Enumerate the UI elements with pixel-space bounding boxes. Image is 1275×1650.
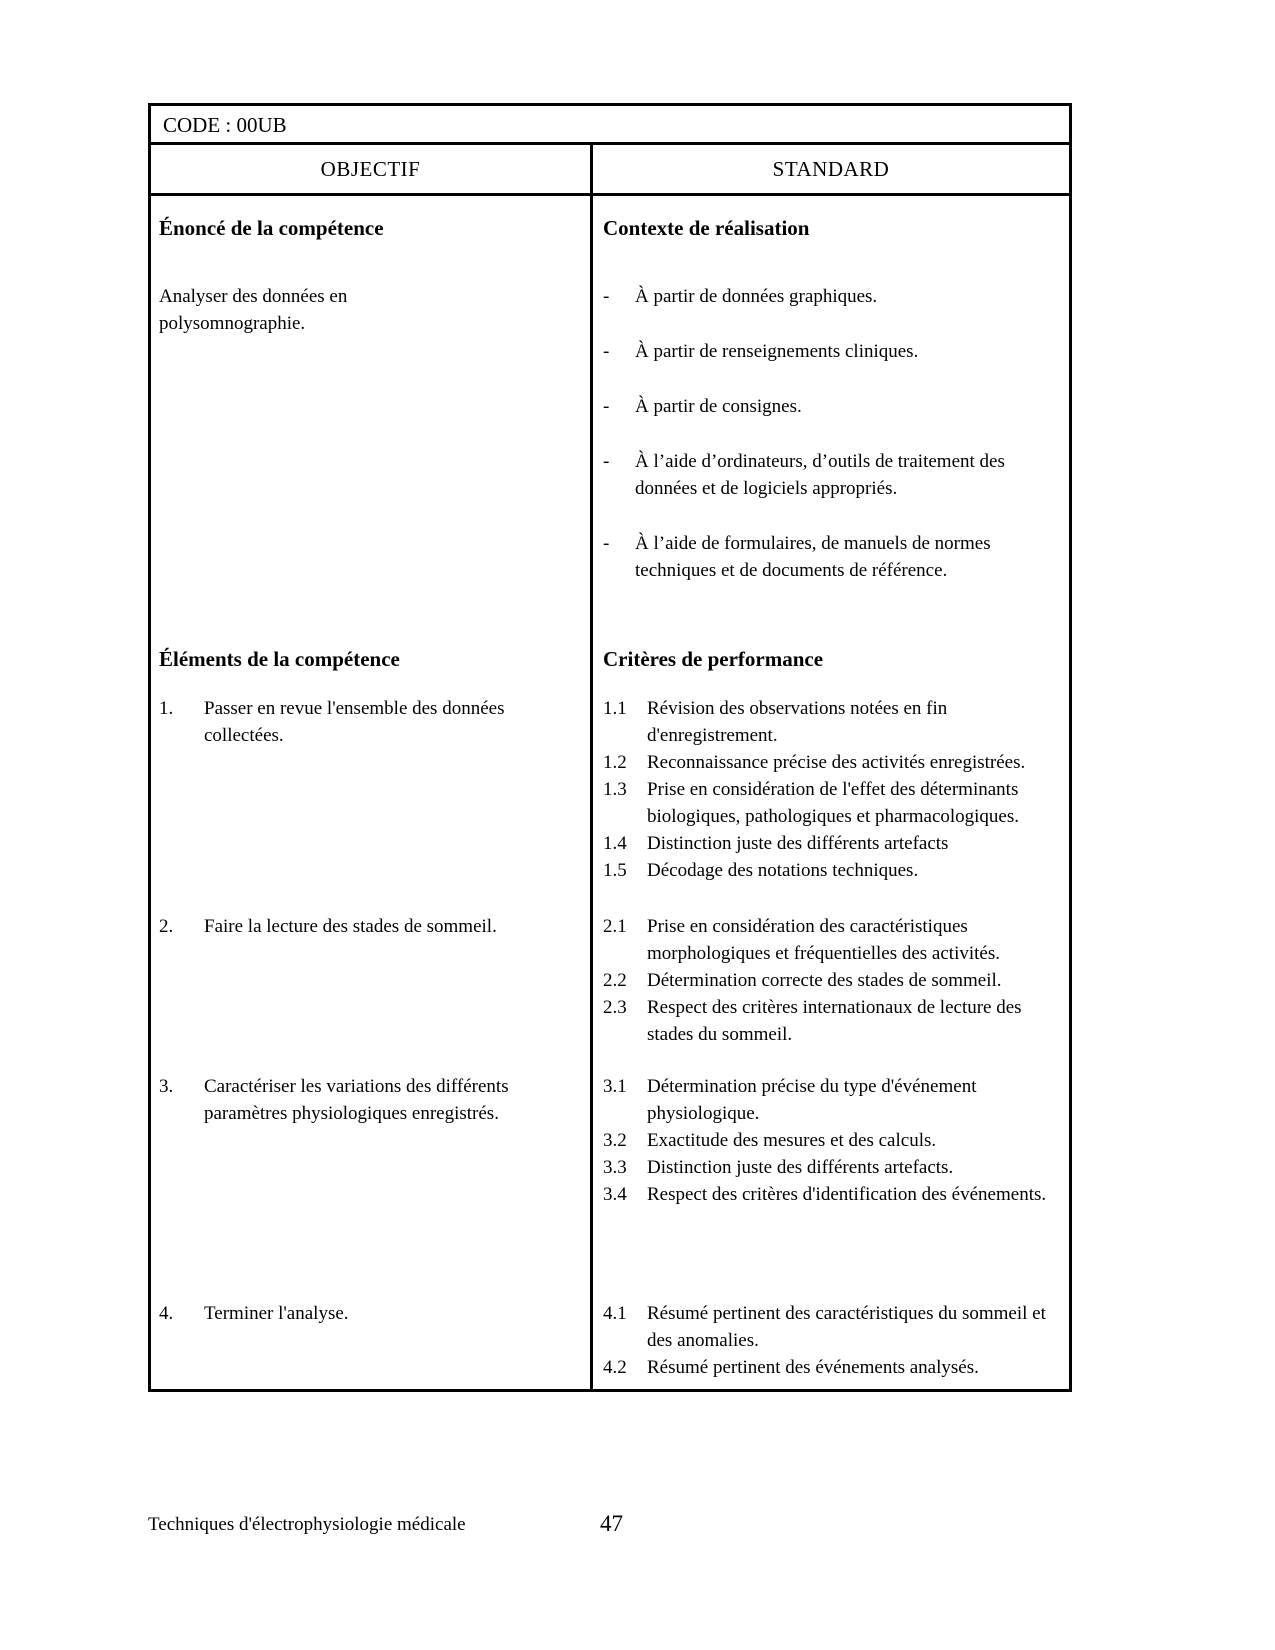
criterion (603, 1154, 1065, 1181)
criterion-number: 3.1 (603, 1076, 627, 1097)
criteria-3-cell (593, 1048, 1069, 1208)
element-number: 2. (159, 916, 174, 937)
context-item (603, 283, 1065, 310)
criterion (603, 776, 1065, 830)
element-item (159, 1300, 584, 1327)
criterion-number: 3.3 (603, 1157, 627, 1178)
page-footer (148, 1511, 1072, 1536)
criteria-2-cell (593, 884, 1069, 1048)
criterion (603, 994, 1065, 1048)
elements-heading (151, 584, 590, 673)
criterion-number: 4.2 (603, 1357, 627, 1378)
criterion-number: 1.3 (603, 779, 627, 800)
column-header-standard: STANDARD (772, 156, 890, 181)
criterion-number: 1.1 (603, 698, 627, 719)
criterion-text: Résumé pertinent des caractéristiques du sommeil et des anomalies. (647, 1303, 1046, 1351)
element-number: 4. (159, 1303, 174, 1324)
criterion-text: Prise en considération de l'effet des déterminants biologiques, pathologiques et pharmacologiques. (647, 779, 1020, 827)
criterion-number: 2.2 (603, 970, 627, 991)
table-body (151, 196, 1069, 1389)
criterion-number: 2.1 (603, 916, 627, 937)
criterion (603, 913, 1065, 967)
context-item-text: À l’aide d’ordinateurs, d’outils de traitement des données et de logiciels appropriés. (635, 451, 1005, 499)
criterion (603, 1073, 1065, 1127)
competency-table (148, 103, 1072, 1392)
criterion (603, 967, 1065, 994)
criterion-text: Décodage des notations techniques. (647, 860, 919, 881)
contexte-heading-text: Contexte de réalisation (603, 216, 810, 240)
criterion (603, 749, 1065, 776)
context-item-text: À l’aide de formulaires, de manuels de normes techniques et de documents de référence. (635, 533, 991, 581)
criterion-text: Distinction juste des différents artefacts (647, 833, 949, 854)
element-3-cell (151, 1048, 590, 1208)
context-list-cell (593, 242, 1069, 584)
element-1-cell (151, 673, 590, 884)
criterion (603, 1127, 1065, 1154)
criterion-text: Exactitude des mesures et des calculs. (647, 1130, 937, 1151)
criterion-text: Respect des critères internationaux de lecture des stades du sommeil. (647, 997, 1022, 1045)
element-item (159, 695, 584, 749)
criterion-number: 3.4 (603, 1184, 627, 1205)
element-number: 3. (159, 1076, 174, 1097)
element-number: 1. (159, 698, 174, 719)
element-text: Faire la lecture des stades de sommeil. (204, 916, 497, 937)
dash-bullet: - (603, 396, 610, 417)
enonce-heading (151, 196, 590, 242)
page-number: 47 (600, 1511, 623, 1536)
context-item-text: À partir de consignes. (635, 396, 802, 417)
criterion (603, 695, 1065, 749)
element-text: Caractériser les variations des différents paramètres physiologiques enregistrés. (204, 1076, 509, 1124)
criterion-text: Résumé pertinent des événements analysés. (647, 1357, 979, 1378)
dash-bullet: - (603, 451, 610, 472)
criterion-number: 2.3 (603, 997, 627, 1018)
enonce-heading-text: Énoncé de la compétence (159, 216, 384, 240)
contexte-heading (593, 196, 1069, 242)
criterion (603, 857, 1065, 884)
elements-heading-text: Éléments de la compétence (159, 647, 400, 671)
element-item (159, 913, 584, 940)
context-item (603, 448, 1065, 502)
column-header-objectif: OBJECTIF (320, 156, 421, 181)
criteres-heading (593, 584, 1069, 673)
criterion-text: Respect des critères d'identification des événements. (647, 1184, 1047, 1205)
criterion (603, 1181, 1065, 1208)
code-label: CODE : 00UB (163, 113, 287, 137)
criterion-number: 3.2 (603, 1130, 627, 1151)
element-item (159, 1073, 584, 1127)
criteres-heading-text: Critères de performance (603, 647, 824, 671)
criterion (603, 830, 1065, 857)
criterion-text: Révision des observations notées en fin d'enregistrement. (647, 698, 948, 746)
competency-statement-cell (151, 242, 590, 584)
competency-statement: Analyser des données en polysomnographie. (159, 286, 348, 334)
criterion-number: 1.5 (603, 860, 627, 881)
criterion-number: 1.4 (603, 833, 627, 854)
dash-bullet: - (603, 286, 610, 307)
context-item-text: À partir de renseignements cliniques. (635, 341, 919, 362)
context-list (603, 283, 1065, 584)
context-item (603, 530, 1065, 584)
criterion-text: Prise en considération des caractéristiques morphologiques et fréquentielles des activités. (647, 916, 1000, 964)
criterion-number: 4.1 (603, 1303, 627, 1324)
context-item (603, 393, 1065, 420)
column-headers-row (151, 145, 1069, 196)
element-4-cell (151, 1208, 590, 1389)
criterion-text: Reconnaissance précise des activités enregistrées. (647, 752, 1026, 773)
element-2-cell (151, 884, 590, 1048)
criterion (603, 1354, 1065, 1381)
criterion-text: Distinction juste des différents artefacts. (647, 1157, 954, 1178)
context-item (603, 338, 1065, 365)
context-item-text: À partir de données graphiques. (635, 286, 878, 307)
dash-bullet: - (603, 341, 610, 362)
program-title: Techniques d'électrophysiologie médicale (148, 1514, 466, 1535)
criteria-1-cell (593, 673, 1069, 884)
criterion-text: Détermination précise du type d'événement physiologique. (647, 1076, 977, 1124)
code-row (151, 106, 1069, 145)
criterion-text: Détermination correcte des stades de sommeil. (647, 970, 1002, 991)
criterion (603, 1300, 1065, 1354)
element-text: Terminer l'analyse. (204, 1303, 349, 1324)
element-text: Passer en revue l'ensemble des données collectées. (204, 698, 505, 746)
criterion-number: 1.2 (603, 752, 627, 773)
dash-bullet: - (603, 533, 610, 554)
criteria-4-cell (593, 1208, 1069, 1389)
